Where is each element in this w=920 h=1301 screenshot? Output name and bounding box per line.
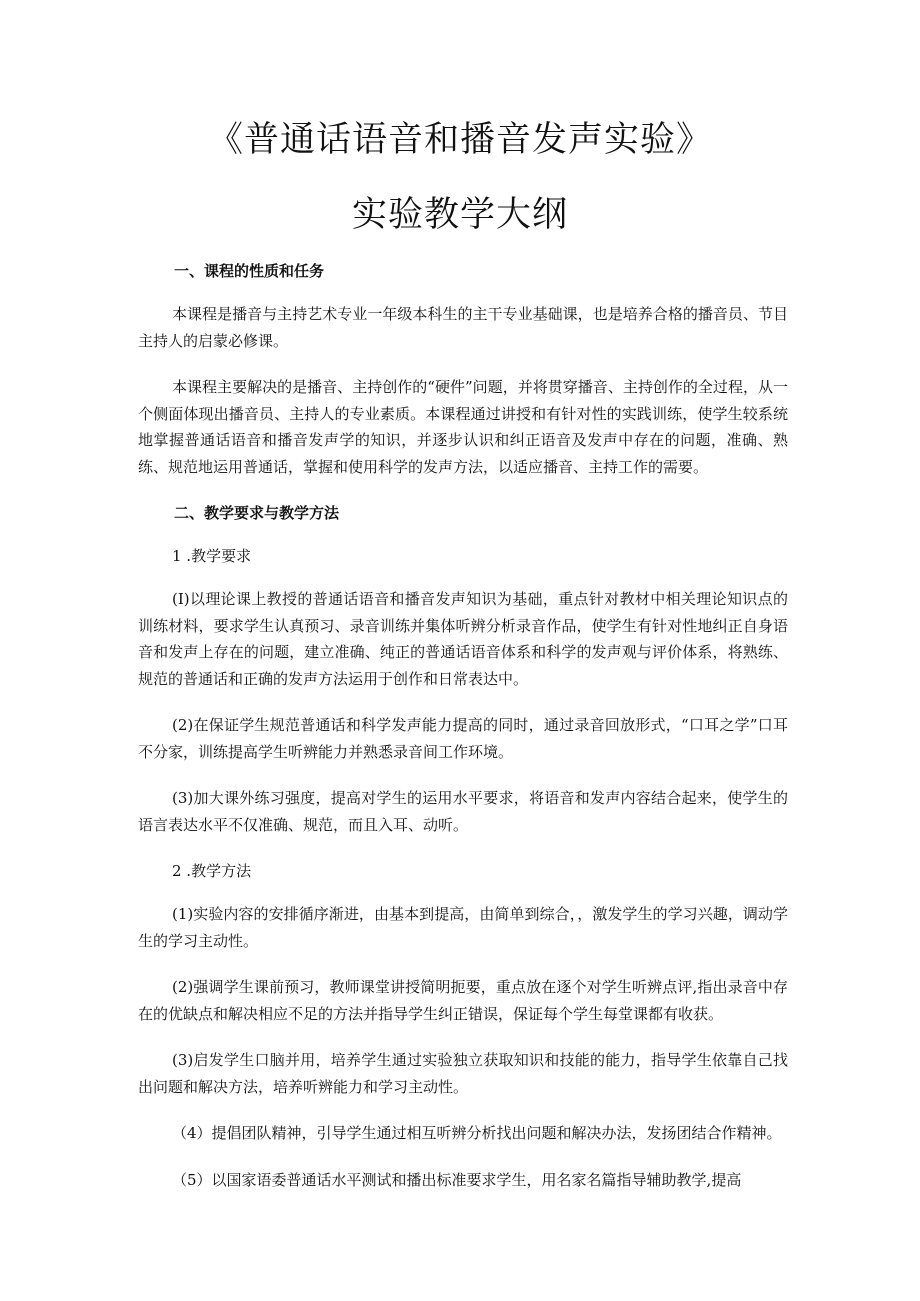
paragraph: (2)强调学生课前预习，教师课堂讲授简明扼要，重点放在逐个对学生听辨点评,指出录音中存在的优缺点和解决相应不足的方法并指导学生纠正错误，保证每个学生每堂课都有收获。 [138,978,788,1023]
paragraph: （4）提倡团队精神，引导学生通过相互听辨分析找出问题和解决办法，发扬团结合作精神。 [172,1124,782,1142]
paragraph: (I)以理论课上教授的普通话语音和播音发声知识为基础，重点针对教材中相关理论知识点的训练材料，要求学生认真预习、录音训练并集体听辨分析录音作品，使学生有针对性地纠正自身语音和发声上存在的问题，建立准确、纯正的普通话语音体系和科学的发声观与评价体系，将熟练、规范的普通话和正确的发声方法运用于创作和日常表达中。 [138,590,788,688]
subsection-label-methods: 2 .教学方法 [172,862,252,880]
document-body [138,258,788,1193]
paragraph: （5）以国家语委普通话水平测试和播出标准要求学生，用名家名篇指导辅助教学,提高 [172,1170,742,1189]
section-heading-requirements: 二、教学要求与教学方法 [174,504,340,522]
section-heading-nature: 一、课程的性质和任务 [174,262,325,280]
paragraph: (3)启发学生口脑并用，培养学生通过实验独立获取知识和技能的能力，指导学生依靠自己找出问题和解决方法，培养听辨能力和学习主动性。 [138,1051,788,1096]
document-subtitle: 实验教学大纲 [351,195,568,235]
paragraph: (3)加大课外练习强度，提高对学生的运用水平要求，将语音和发声内容结合起来，使学生的语言表达水平不仅准确、规范，而且入耳、动听。 [138,789,788,834]
paragraph: 本课程是播音与主持艺术专业一年级本科生的主干专业基础课，也是培养合格的播音员、节目主持人的启蒙必修课。 [138,305,788,350]
paragraph: (1)实验内容的安排循序渐进，由基本到提高，由简单到综合，，激发学生的学习兴趣，调动学生的学习主动性。 [138,905,788,950]
document-title: 《普通话语音和播音发声实验》 [207,120,712,160]
paragraph: 本课程主要解决的是播音、主持创作的“硬件”问题，并将贯穿播音、主持创作的全过程，从一个侧面体现出播音员、主持人的专业素质。本课程通过讲授和有针对性的实践训练，使学生较系统地掌握普通话语音和播音发声学的知识，并逐步认识和纠正语音及发声中存在的问题，准确、熟练、规范地运用普通话，掌握和使用科学的发声方法，以适应播音、主持工作的需要。 [138,378,788,476]
subsection-label-requirements: 1 .教学要求 [172,547,252,565]
paragraph: (2)在保证学生规范普通话和科学发声能力提高的同时，通过录音回放形式，“口耳之学”口耳不分家，训练提高学生听辨能力并熟悉录音间工作环境。 [138,716,788,761]
